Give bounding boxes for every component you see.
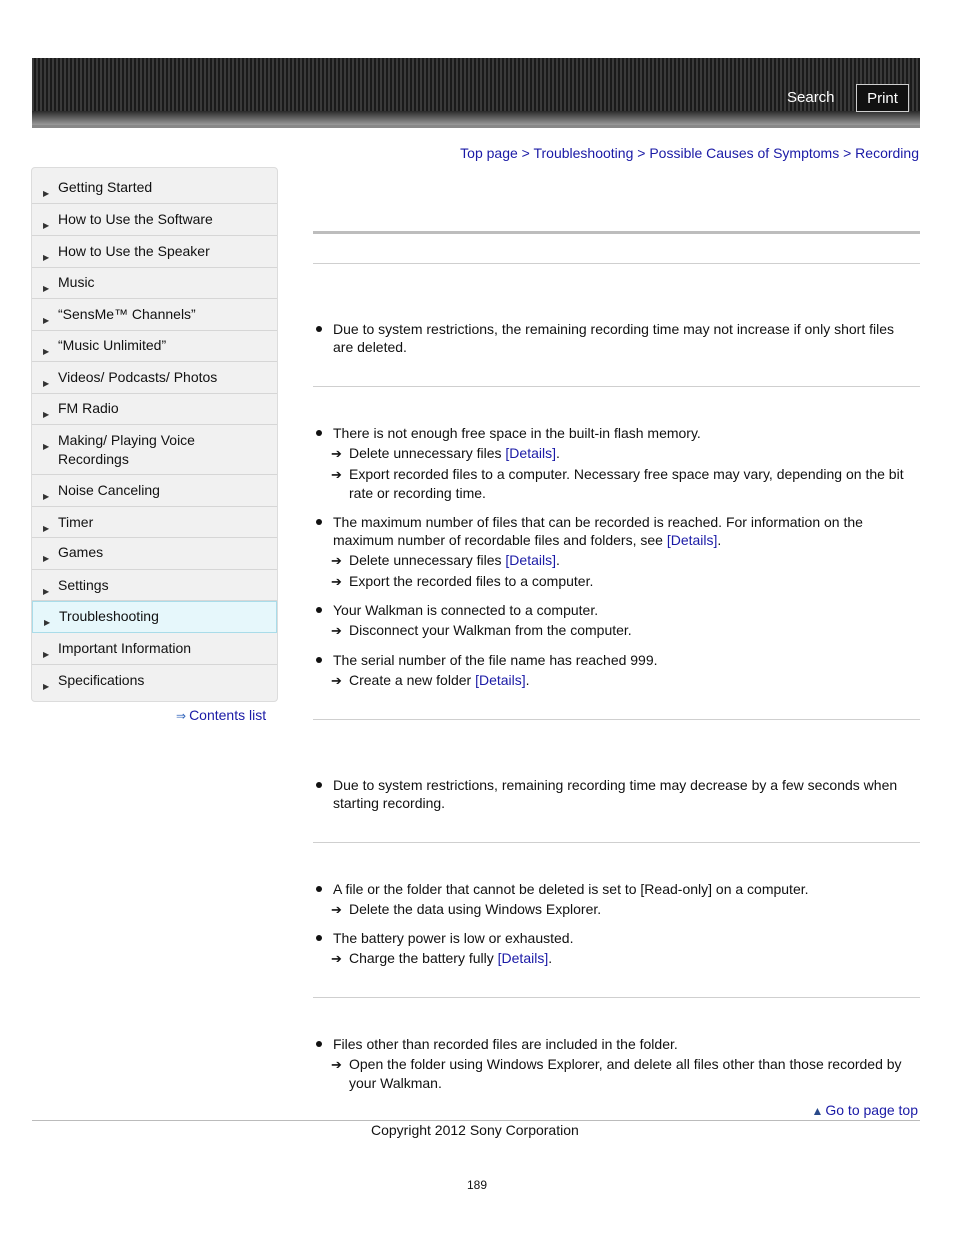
details-link[interactable]: [Details] [666, 532, 718, 548]
arrow-right-icon: ▶ [43, 221, 50, 230]
sidebar-item-label: Noise Canceling [58, 482, 160, 498]
sidebar-item-label: Timer [58, 514, 94, 530]
sidebar-item-label: Important Information [58, 640, 192, 656]
sidebar-item-label: How to Use the Software [58, 211, 213, 227]
section2-bullet-2: The maximum number of files that can be recorded is reached. For information on the maximum number of recordable files and folders, see [Details]. [333, 513, 913, 549]
section2-bullet-4: The serial number of the file name has reached 999. [333, 651, 913, 669]
breadcrumb-possible-causes[interactable]: Possible Causes of Symptoms [649, 145, 840, 161]
section2-sub-1: ➔ Delete unnecessary files [Details]. [331, 445, 560, 461]
details-link[interactable]: [Details] [475, 672, 526, 688]
sidebar-item-music-unlimited[interactable] [32, 331, 277, 362]
section2-sub-2: ➔ Export recorded files to a computer. Necessary free space may vary, depending on the bit rate or recording time. [331, 466, 904, 501]
arrow-right-icon: ▶ [43, 379, 50, 388]
sidebar-nav [31, 167, 278, 702]
arrow-right-icon: ▶ [43, 316, 50, 325]
section5-sub-1: ➔ Open the folder using Windows Explorer, and delete all files other than those recorded by your Walkman. [331, 1056, 902, 1091]
page-number: 189 [467, 1178, 488, 1192]
sidebar-item-label: Troubleshooting [59, 608, 159, 624]
sidebar-item-label: FM Radio [58, 400, 119, 416]
sidebar-item-label: How to Use the Speaker [58, 243, 210, 259]
arrow-right-icon: ➔ [331, 467, 342, 482]
sidebar-item-label: Videos/ Podcasts/ Photos [58, 369, 218, 385]
breadcrumb-top-page[interactable]: Top page [460, 145, 518, 161]
section4-sub-1: ➔ Delete the data using Windows Explorer. [331, 901, 602, 917]
arrow-right-icon: ▶ [43, 554, 50, 563]
sidebar-item-voice-recordings[interactable] [32, 425, 277, 475]
details-link[interactable]: [Details] [505, 445, 556, 461]
section-divider [313, 997, 920, 998]
arrow-right-icon: ▶ [43, 492, 50, 501]
section2-bullet-1: There is not enough free space in the built-in flash memory. [333, 424, 913, 442]
arrow-right-icon: ➔ [331, 574, 342, 589]
arrow-right-icon: ➔ [331, 553, 342, 568]
sidebar-item-fm-radio[interactable] [32, 394, 277, 425]
sidebar-item-noise-canceling[interactable] [32, 475, 277, 507]
arrow-right-icon: ▶ [43, 253, 50, 262]
section-divider [313, 386, 920, 387]
sidebar-item-timer[interactable] [32, 507, 277, 538]
section4-bullet-2: The battery power is low or exhausted. [333, 929, 913, 947]
arrow-right-icon: ▶ [43, 442, 50, 451]
breadcrumb [460, 145, 919, 161]
section-divider [313, 842, 920, 843]
sidebar-item-software[interactable] [32, 204, 277, 236]
arrow-right-icon: ▶ [43, 524, 50, 533]
sidebar-item-music[interactable] [32, 268, 277, 299]
sidebar-item-label: Getting Started [58, 179, 153, 195]
arrow-right-icon: ➔ [331, 673, 342, 688]
arrow-right-icon: ⇒ [176, 709, 187, 723]
section2-bullet-3: Your Walkman is connected to a computer. [333, 601, 913, 619]
arrow-right-icon: ➔ [331, 1057, 342, 1072]
arrow-right-icon: ▶ [43, 284, 50, 293]
arrow-right-icon: ➔ [331, 446, 342, 461]
go-to-top-link[interactable] [811, 1102, 918, 1118]
go-to-top-label: Go to page top [825, 1102, 918, 1118]
contents-list-link[interactable] [176, 707, 266, 723]
sidebar-item-speaker[interactable] [32, 236, 277, 268]
contents-list-label: Contents list [189, 707, 267, 723]
section1-bullet: Due to system restrictions, the remaining recording time may not increase if only short files are deleted. [333, 320, 913, 356]
section4-sub-2: ➔ Charge the battery fully [Details]. [331, 950, 553, 966]
breadcrumb-separator: > [521, 145, 530, 161]
arrow-right-icon: ▶ [43, 682, 50, 691]
section5-bullet: Files other than recorded files are included in the folder. [333, 1035, 913, 1053]
arrow-right-icon: ▶ [43, 650, 50, 659]
arrow-right-icon: ▶ [43, 410, 50, 419]
search-link[interactable]: Search [787, 89, 835, 106]
title-divider [313, 231, 920, 234]
arrow-right-icon: ➔ [331, 902, 342, 917]
sidebar-item-getting-started[interactable] [32, 178, 277, 204]
sidebar-item-specifications[interactable] [32, 665, 277, 697]
sidebar-item-label: Music [58, 274, 95, 290]
section-divider [313, 719, 920, 720]
sidebar-item-settings[interactable] [32, 570, 277, 601]
arrow-right-icon: ▶ [43, 347, 50, 356]
section2-sub-5: ➔ Disconnect your Walkman from the computer. [331, 622, 632, 638]
sidebar-item-label: Making/ Playing Voice Recordings [58, 432, 195, 467]
arrow-right-icon: ▶ [43, 587, 50, 596]
sidebar-item-videos[interactable] [32, 362, 277, 394]
arrow-right-icon: ➔ [331, 623, 342, 638]
section3-bullet: Due to system restrictions, remaining recording time may decrease by a few seconds when starting recording. [333, 776, 913, 812]
section2-sub-6: ➔ Create a new folder [Details]. [331, 672, 530, 688]
breadcrumb-separator: > [637, 145, 646, 161]
sidebar-item-label: Games [58, 544, 104, 560]
section2-sub-4: ➔ Export the recorded files to a computer. [331, 573, 594, 589]
details-link[interactable]: [Details] [505, 552, 556, 568]
section2-sub-3: ➔ Delete unnecessary files [Details]. [331, 552, 560, 568]
sidebar-item-label: Specifications [58, 672, 145, 688]
arrow-right-icon: ▶ [43, 189, 50, 198]
section4-bullet-1: A file or the folder that cannot be deleted is set to [Read-only] on a computer. [333, 880, 913, 898]
footer-divider [32, 1120, 920, 1121]
breadcrumb-recording[interactable]: Recording [855, 145, 919, 161]
triangle-up-icon: ▲ [811, 1104, 824, 1118]
breadcrumb-troubleshooting[interactable]: Troubleshooting [533, 145, 634, 161]
sidebar-item-troubleshooting[interactable] [32, 601, 277, 633]
arrow-right-icon: ➔ [331, 951, 342, 966]
section-divider [313, 263, 920, 264]
breadcrumb-separator: > [843, 145, 852, 161]
sidebar-item-games[interactable] [32, 538, 277, 570]
copyright: Copyright 2012 Sony Corporation [371, 1122, 579, 1138]
print-button[interactable]: Print [856, 84, 909, 112]
sidebar-item-important-info[interactable] [32, 633, 277, 665]
sidebar-item-sensme[interactable] [32, 299, 277, 331]
details-link[interactable]: [Details] [497, 950, 549, 966]
sidebar-item-label: Settings [58, 577, 109, 593]
sidebar-item-label: “SensMe™ Channels” [58, 306, 196, 322]
arrow-right-icon: ▶ [44, 618, 51, 627]
sidebar-item-label: “Music Unlimited” [58, 337, 167, 353]
